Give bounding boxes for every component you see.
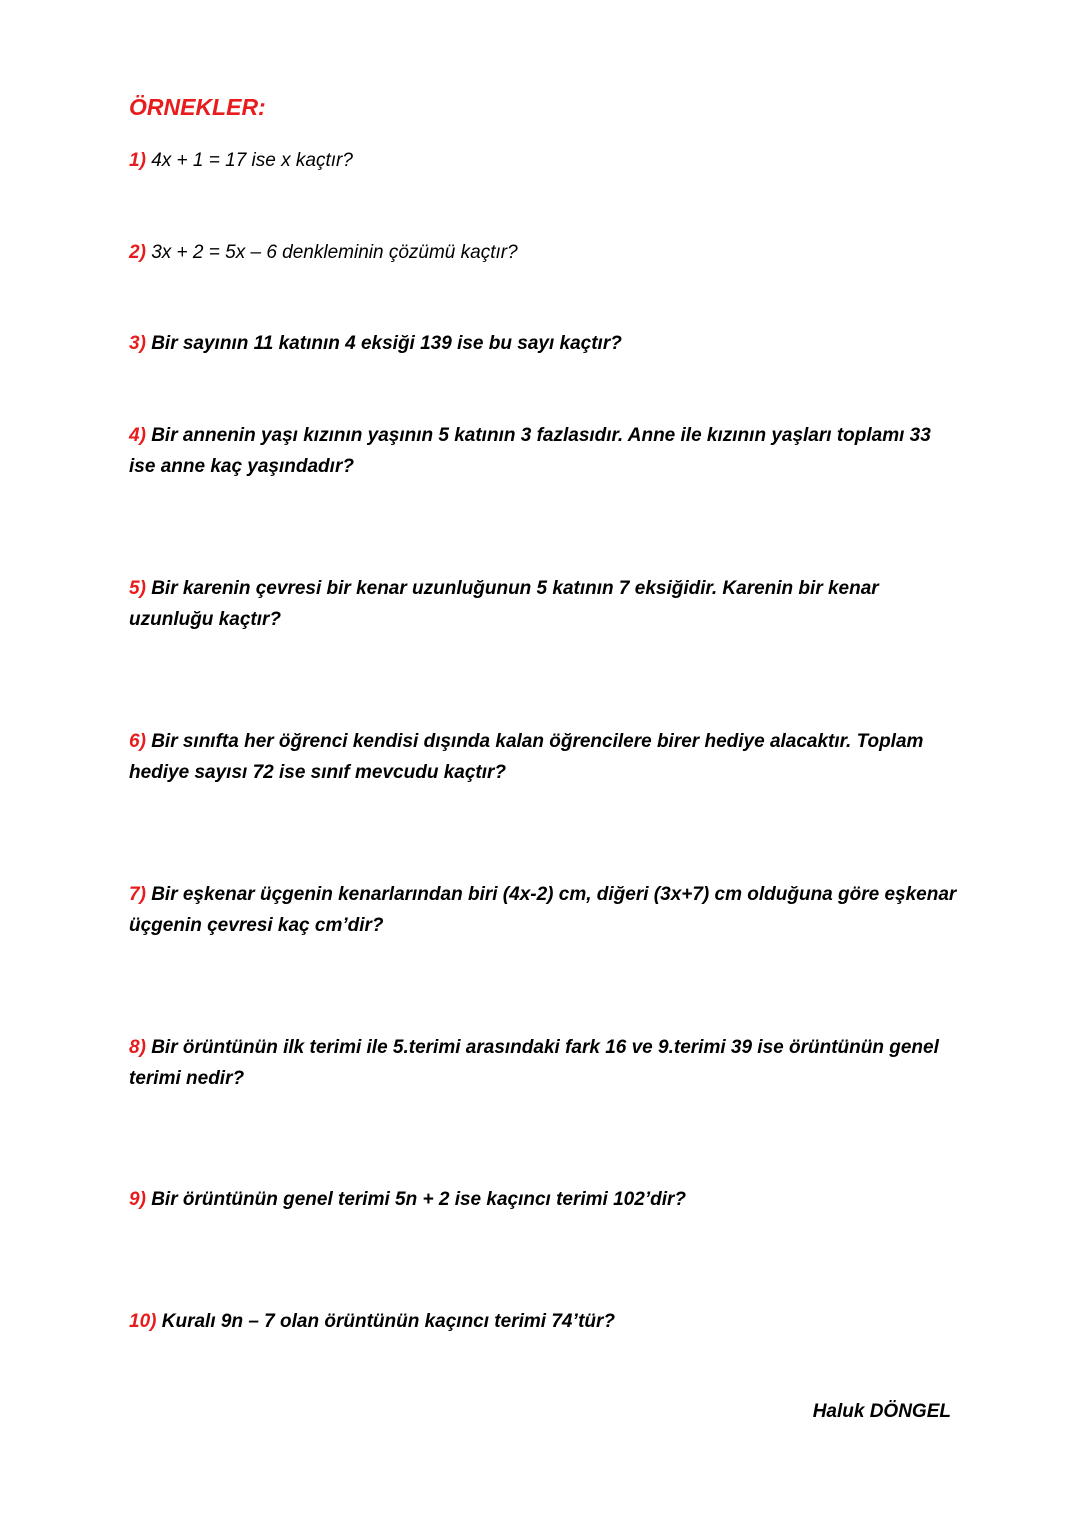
question-7-number: 7)	[129, 884, 146, 905]
question-1	[129, 145, 959, 176]
question-10-text: Kuralı 9n – 7 olan örüntünün kaçıncı terimi 74’tür?	[161, 1311, 616, 1332]
question-8	[129, 1032, 959, 1094]
question-2	[129, 237, 959, 268]
question-9	[129, 1184, 959, 1215]
question-6-number: 6)	[129, 731, 146, 752]
question-1-text: 4x + 1 = 17 ise x kaçtır?	[151, 150, 353, 171]
question-3-number: 3)	[129, 333, 146, 354]
question-5	[129, 573, 959, 635]
page-title: ÖRNEKLER:	[129, 94, 266, 120]
question-4	[129, 420, 959, 482]
question-8-number: 8)	[129, 1037, 146, 1058]
question-2-number: 2)	[129, 242, 146, 263]
question-8-text: Bir örüntünün ilk terimi ile 5.terimi arasındaki fark 16 ve 9.terimi 39 ise örüntünün genel terimi nedir?	[129, 1037, 939, 1089]
question-2-text: 3x + 2 = 5x – 6 denkleminin çözümü kaçtır?	[151, 242, 518, 263]
question-10-number: 10)	[129, 1311, 157, 1332]
question-7	[129, 879, 959, 941]
question-3	[129, 328, 959, 359]
question-6-text: Bir sınıfta her öğrenci kendisi dışında kalan öğrencilere birer hediye alacaktır. Toplam hediye sayısı 72 ise sınıf mevcudu kaçtır?	[129, 731, 924, 783]
question-4-number: 4)	[129, 425, 146, 446]
question-1-number: 1)	[129, 150, 146, 171]
question-3-text: Bir sayının 11 katının 4 eksiği 139 ise bu sayı kaçtır?	[151, 333, 622, 354]
author-signature: Haluk DÖNGEL	[812, 1401, 951, 1422]
question-4-text: Bir annenin yaşı kızının yaşının 5 katının 3 fazlasıdır. Anne ile kızının yaşları toplamı 33 ise anne kaç yaşındadır?	[129, 425, 931, 477]
question-7-text: Bir eşkenar üçgenin kenarlarından biri (4x-2) cm, diğeri (3x+7) cm olduğuna göre eşkenar üçgenin çevresi kaç cm’dir?	[129, 884, 957, 936]
question-5-text: Bir karenin çevresi bir kenar uzunluğunun 5 katının 7 eksiğidir. Karenin bir kenar uzunluğu kaçtır?	[129, 578, 879, 630]
question-6	[129, 726, 959, 788]
question-5-number: 5)	[129, 578, 146, 599]
question-9-text: Bir örüntünün genel terimi 5n + 2 ise kaçıncı terimi 102’dir?	[151, 1189, 686, 1210]
question-9-number: 9)	[129, 1189, 146, 1210]
question-10	[129, 1306, 959, 1337]
